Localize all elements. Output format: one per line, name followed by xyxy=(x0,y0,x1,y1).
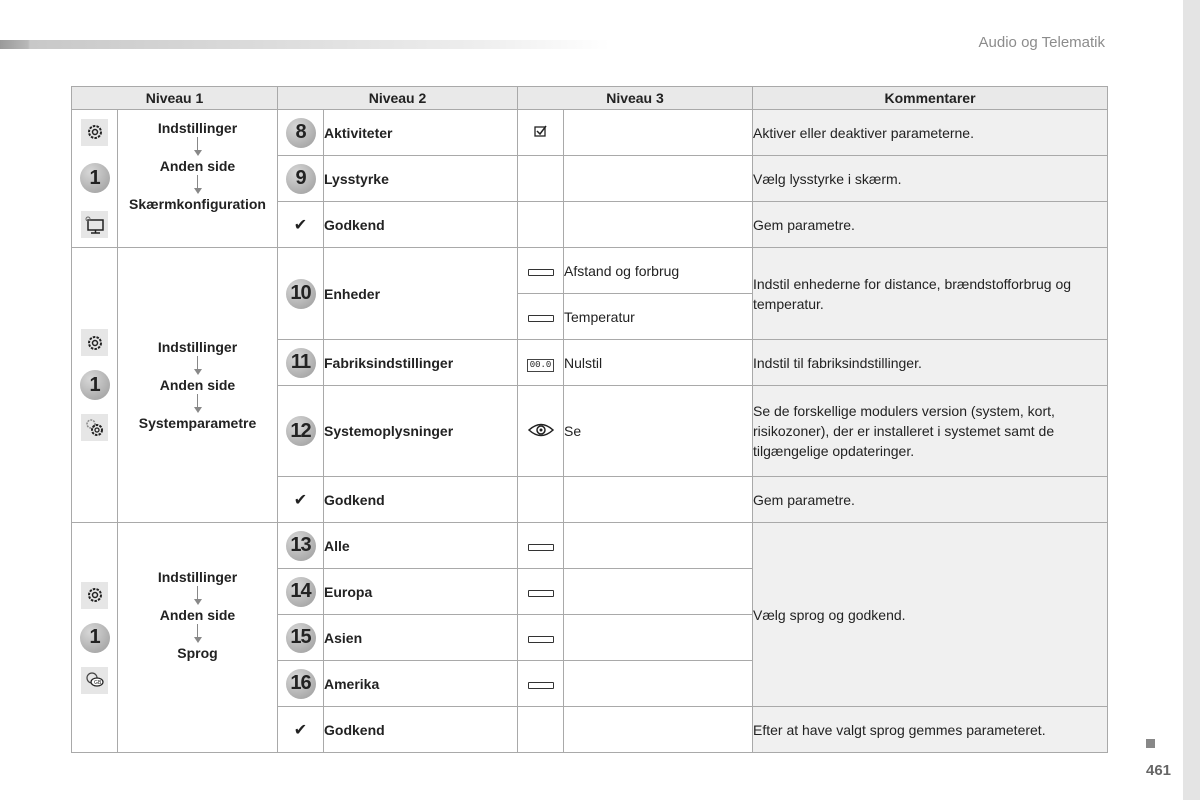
number-badge: 9 xyxy=(286,164,316,194)
counter-icon: 00.0 xyxy=(527,359,555,372)
check-icon: ✔ xyxy=(293,721,308,739)
down-arrow-icon xyxy=(194,175,202,195)
level3-label xyxy=(564,477,753,523)
level2-label: Systemoplysninger xyxy=(324,386,518,477)
page-number: 461 xyxy=(1146,762,1172,779)
table-row xyxy=(72,248,1108,294)
level2-label: Lysstyrke xyxy=(324,156,518,202)
level1-step-label: Anden side xyxy=(159,158,236,174)
table-row xyxy=(72,523,1108,569)
level1-icon-column xyxy=(72,523,118,753)
level3-label: Se xyxy=(564,386,753,477)
down-arrow-icon xyxy=(194,137,202,157)
level2-label: Asien xyxy=(324,615,518,661)
column-header-niveau1: Niveau 1 xyxy=(72,87,278,110)
level3-label xyxy=(564,110,753,156)
level3-label xyxy=(564,156,753,202)
number-badge: 12 xyxy=(286,416,316,446)
page-marker xyxy=(1146,739,1155,748)
number-badge: 10 xyxy=(286,279,316,309)
settings-table xyxy=(71,86,1108,753)
level1-steps-cell xyxy=(118,248,278,523)
system-settings-icon xyxy=(81,414,108,441)
level1-step-label: Indstillinger xyxy=(157,120,238,136)
number-1-badge: 1 xyxy=(80,370,110,400)
comment-cell: Gem parametre. xyxy=(753,202,1108,248)
level1-icon-column xyxy=(72,248,118,523)
number-badge: 13 xyxy=(286,531,316,561)
svg-text:GB: GB xyxy=(93,680,101,686)
number-1-badge: 1 xyxy=(80,163,110,193)
eye-icon xyxy=(528,425,554,441)
comment-cell: Aktiver eller deaktiver parameterne. xyxy=(753,110,1108,156)
level2-label: Amerika xyxy=(324,661,518,707)
number-badge: 14 xyxy=(286,577,316,607)
comment-cell: Vælg sprog og godkend. xyxy=(753,523,1108,707)
header-decor-bar xyxy=(0,40,610,49)
screen-config-icon xyxy=(81,211,108,238)
level3-label: Temperatur xyxy=(564,294,753,340)
down-arrow-icon xyxy=(194,394,202,414)
level2-label: Godkend xyxy=(324,707,518,753)
comment-cell: Gem parametre. xyxy=(753,477,1108,523)
level2-label: Alle xyxy=(324,523,518,569)
page-edge-strip xyxy=(1183,0,1200,800)
table-row xyxy=(72,110,1108,156)
level3-label xyxy=(564,523,753,569)
check-icon: ✔ xyxy=(293,216,308,234)
down-arrow-icon xyxy=(194,356,202,376)
level2-label: Godkend xyxy=(324,202,518,248)
dash-icon xyxy=(528,269,554,276)
gear-icon xyxy=(81,582,108,609)
level1-step-label: Indstillinger xyxy=(157,339,238,355)
level3-label xyxy=(564,707,753,753)
check-icon: ✔ xyxy=(293,491,308,509)
level3-label xyxy=(564,202,753,248)
column-header-niveau2: Niveau 2 xyxy=(278,87,518,110)
level3-label xyxy=(564,569,753,615)
level1-step-label: Anden side xyxy=(159,606,236,623)
table-header-row xyxy=(72,87,1108,110)
down-arrow-icon xyxy=(194,624,202,644)
gear-icon xyxy=(81,119,108,146)
level2-label: Enheder xyxy=(324,248,518,340)
gear-icon xyxy=(81,329,108,356)
level1-step-label: Anden side xyxy=(159,377,236,393)
comment-cell: Efter at have valgt sprog gemmes parameteret. xyxy=(753,707,1108,753)
level2-label: Fabriksindstillinger xyxy=(324,340,518,386)
number-badge: 11 xyxy=(286,348,316,378)
language-icon xyxy=(81,667,108,694)
level1-step-label: Indstillinger xyxy=(157,568,238,585)
level3-label: Afstand og forbrug xyxy=(564,248,753,294)
level3-label: Nulstil xyxy=(564,340,753,386)
dash-icon xyxy=(528,636,554,643)
level1-step-label: Systemparametre xyxy=(138,415,257,431)
dash-icon xyxy=(528,590,554,597)
level2-label: Europa xyxy=(324,569,518,615)
level1-icon-column xyxy=(72,110,118,248)
dash-icon xyxy=(528,544,554,551)
level1-step-label: Sprog xyxy=(177,644,218,661)
checkbox-icon xyxy=(534,125,548,141)
level3-label xyxy=(564,661,753,707)
comment-cell: Vælg lysstyrke i skærm. xyxy=(753,156,1108,202)
comment-cell: Indstil enhederne for distance, brændstofforbrug og temperatur. xyxy=(753,248,1108,340)
comment-cell: Indstil til fabriksindstillinger. xyxy=(753,340,1108,386)
level3-label xyxy=(564,615,753,661)
column-header-niveau3: Niveau 3 xyxy=(518,87,753,110)
number-badge: 16 xyxy=(286,669,316,699)
level1-steps-cell xyxy=(118,523,278,753)
level2-label: Aktiviteter xyxy=(324,110,518,156)
level1-steps-cell xyxy=(118,110,278,248)
dash-icon xyxy=(528,315,554,322)
number-badge: 15 xyxy=(286,623,316,653)
number-badge: 8 xyxy=(286,118,316,148)
comment-cell: Se de forskellige modulers version (system, kort, risikozoner), der er installeret i systemet samt de tilgængelige opdateringer. xyxy=(753,386,1108,477)
level2-label: Godkend xyxy=(324,477,518,523)
number-1-badge: 1 xyxy=(80,623,110,653)
dash-icon xyxy=(528,682,554,689)
section-title: Audio og Telematik xyxy=(978,34,1105,51)
down-arrow-icon xyxy=(194,586,202,606)
level1-step-label: Skærmkonfiguration xyxy=(129,196,266,212)
column-header-kommentarer: Kommentarer xyxy=(753,87,1108,110)
